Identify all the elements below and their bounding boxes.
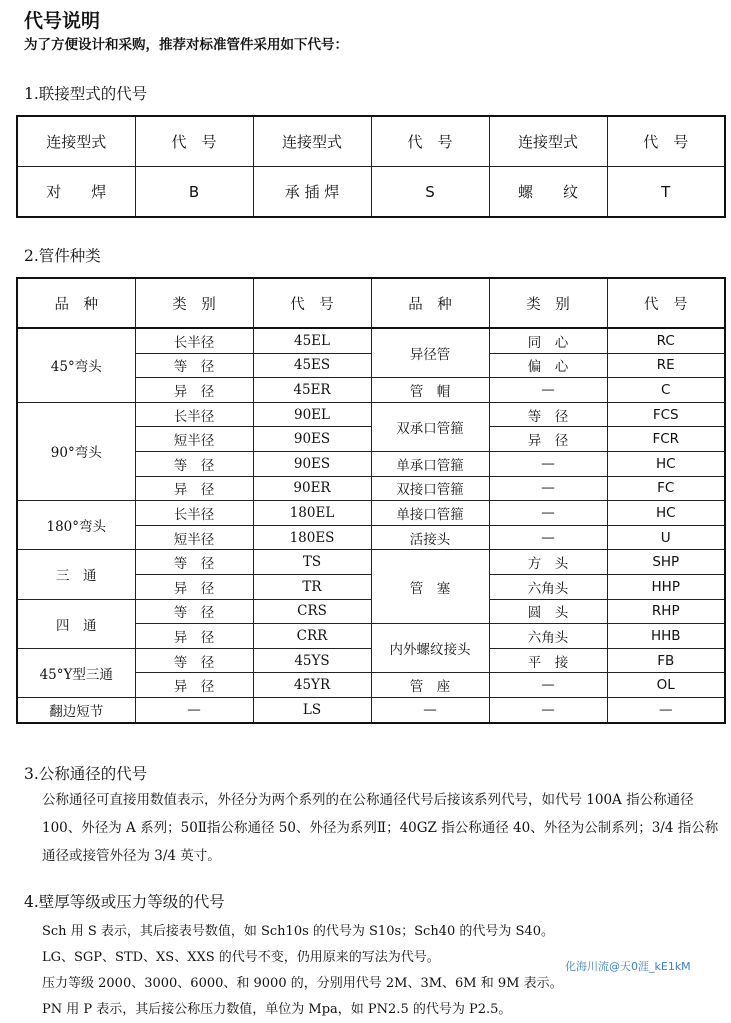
- category-cell: 等 径: [135, 599, 253, 624]
- category-cell: 异 径: [135, 624, 253, 649]
- code-cell: 45ES: [253, 353, 371, 378]
- table-row: [17, 328, 725, 353]
- category-cell: 异 径: [135, 476, 253, 501]
- header-cell: 代 号: [371, 116, 489, 167]
- category-cell: 平 接: [489, 648, 607, 673]
- section4-line: PN 用 P 表示，其后接公称压力数值，单位为 Mpa，如 PN2.5 的代号为 P2.5。: [42, 1002, 512, 1017]
- fitting-group-cell: 内外螺纹接头: [371, 624, 489, 673]
- code-cell: FC: [607, 476, 725, 501]
- code-cell: FCS: [607, 402, 725, 427]
- section2-heading: 2.管件种类: [24, 247, 101, 265]
- section4-heading: 4.壁厚等级或压力等级的代号: [24, 893, 225, 911]
- fitting-group-cell: 管 帽: [371, 378, 489, 403]
- fitting-group-cell: 单承口管箍: [371, 451, 489, 476]
- fitting-group-cell: 管 塞: [371, 550, 489, 624]
- table-row: [17, 697, 725, 722]
- fitting-group-cell: 90°弯头: [17, 402, 135, 500]
- code-cell: LS: [253, 697, 371, 722]
- code-cell: 180ES: [253, 525, 371, 550]
- connection-type-cell: 承 插 焊: [253, 167, 371, 218]
- category-cell: —: [489, 451, 607, 476]
- watermark: 化海川流@天0涯_kE1kM: [565, 960, 691, 973]
- category-cell: 长半径: [135, 501, 253, 526]
- code-cell: 45ER: [253, 378, 371, 403]
- code-cell: TS: [253, 550, 371, 575]
- code-cell: U: [607, 525, 725, 550]
- category-cell: 圆 头: [489, 599, 607, 624]
- header-cell: 类 别: [489, 278, 607, 328]
- code-cell: RC: [607, 328, 725, 353]
- page-subtitle: 为了方便设计和采购，推荐对标准管件采用如下代号：: [24, 37, 348, 53]
- section4-line: LG、SGP、STD、XS、XXS 的代号不变，仍用原来的写法为代号。: [42, 950, 440, 965]
- table-header-row: [17, 278, 725, 328]
- code-cell: HHB: [607, 624, 725, 649]
- table-row: [17, 550, 725, 575]
- code-cell: HC: [607, 501, 725, 526]
- code-cell: FCR: [607, 427, 725, 452]
- fitting-group-cell: 活接头: [371, 525, 489, 550]
- code-cell: CRS: [253, 599, 371, 624]
- category-cell: 等 径: [135, 550, 253, 575]
- code-cell: C: [607, 378, 725, 403]
- fitting-group-cell: 翻边短节: [17, 697, 135, 722]
- category-cell: 等 径: [135, 451, 253, 476]
- fitting-group-cell: 四 通: [17, 599, 135, 648]
- table-header-row: [17, 116, 725, 167]
- code-cell: HHP: [607, 574, 725, 599]
- fitting-group-cell: 双接口管箍: [371, 476, 489, 501]
- table-row: [17, 501, 725, 526]
- category-cell: 六角头: [489, 574, 607, 599]
- header-cell: 代 号: [607, 278, 725, 328]
- category-cell: —: [489, 525, 607, 550]
- code-cell: RHP: [607, 599, 725, 624]
- fitting-group-cell: 三 通: [17, 550, 135, 599]
- category-cell: 方 头: [489, 550, 607, 575]
- code-cell: 45YS: [253, 648, 371, 673]
- section3-heading: 3.公称通径的代号: [24, 765, 148, 783]
- header-cell: 连接型式: [17, 116, 135, 167]
- code-cell: SHP: [607, 550, 725, 575]
- code-cell: —: [607, 697, 725, 722]
- category-cell: 短半径: [135, 525, 253, 550]
- category-cell: 六角头: [489, 624, 607, 649]
- fitting-group-cell: 180°弯头: [17, 501, 135, 550]
- fitting-group-cell: —: [371, 697, 489, 722]
- connection-type-cell: 对 焊: [17, 167, 135, 218]
- category-cell: 偏 心: [489, 353, 607, 378]
- category-cell: 长半径: [135, 328, 253, 353]
- code-cell: T: [607, 167, 725, 218]
- header-cell: 代 号: [135, 116, 253, 167]
- section3-paragraph: 公称通径可直接用数值表示，外径分为两个系列的在公称通径代号后接该系列代号，如代号 100A 指公称通径 100、外径为 A 系列；50Ⅱ指公称通径 50、外径为系列Ⅱ；40GZ 指公称通径 40、外径为公制系列；3/4 指公称通径或接管外径为 3/4 英寸。: [42, 792, 719, 864]
- header-cell: 连接型式: [253, 116, 371, 167]
- table-row: [17, 402, 725, 427]
- code-cell: 90ES: [253, 427, 371, 452]
- header-cell: 代 号: [253, 278, 371, 328]
- fitting-types-table: [16, 277, 726, 724]
- category-cell: —: [489, 378, 607, 403]
- fitting-group-cell: 45°Y型三通: [17, 648, 135, 697]
- category-cell: 异 径: [489, 427, 607, 452]
- fitting-group-cell: 双承口管箍: [371, 402, 489, 451]
- code-cell: OL: [607, 673, 725, 698]
- fitting-group-cell: 45°弯头: [17, 328, 135, 402]
- code-cell: S: [371, 167, 489, 218]
- header-cell: 品 种: [17, 278, 135, 328]
- header-cell: 连接型式: [489, 116, 607, 167]
- category-cell: 异 径: [135, 378, 253, 403]
- category-cell: 等 径: [135, 648, 253, 673]
- category-cell: —: [489, 697, 607, 722]
- code-cell: 90ER: [253, 476, 371, 501]
- category-cell: 异 径: [135, 673, 253, 698]
- category-cell: 短半径: [135, 427, 253, 452]
- category-cell: —: [489, 476, 607, 501]
- category-cell: —: [489, 673, 607, 698]
- code-cell: 90ES: [253, 451, 371, 476]
- code-cell: TR: [253, 574, 371, 599]
- header-cell: 类 别: [135, 278, 253, 328]
- header-cell: 代 号: [607, 116, 725, 167]
- category-cell: 等 径: [135, 353, 253, 378]
- code-cell: 90EL: [253, 402, 371, 427]
- header-cell: 品 种: [371, 278, 489, 328]
- fitting-group-cell: 管 座: [371, 673, 489, 698]
- fitting-group-cell: 单接口管箍: [371, 501, 489, 526]
- section4-line: 压力等级 2000、3000、6000、和 9000 的，分别用代号 2M、3M、6M 和 9M 表示。: [42, 976, 563, 991]
- code-cell: RE: [607, 353, 725, 378]
- category-cell: 同 心: [489, 328, 607, 353]
- category-cell: 异 径: [135, 574, 253, 599]
- connection-type-table: [16, 115, 726, 218]
- code-cell: HC: [607, 451, 725, 476]
- code-cell: FB: [607, 648, 725, 673]
- category-cell: —: [489, 501, 607, 526]
- category-cell: 长半径: [135, 402, 253, 427]
- code-cell: 180EL: [253, 501, 371, 526]
- category-cell: —: [135, 697, 253, 722]
- connection-type-cell: 螺 纹: [489, 167, 607, 218]
- code-cell: B: [135, 167, 253, 218]
- section1-heading: 1.联接型式的代号: [24, 85, 148, 103]
- table-row: [17, 167, 725, 218]
- code-cell: 45EL: [253, 328, 371, 353]
- category-cell: 等 径: [489, 402, 607, 427]
- page-title: 代号说明: [24, 10, 101, 32]
- code-cell: 45YR: [253, 673, 371, 698]
- section4-line: Sch 用 S 表示，其后接表号数值，如 Sch10s 的代号为 S10s；Sch40 的代号为 S40。: [42, 924, 554, 939]
- fitting-group-cell: 异径管: [371, 328, 489, 378]
- code-cell: CRR: [253, 624, 371, 649]
